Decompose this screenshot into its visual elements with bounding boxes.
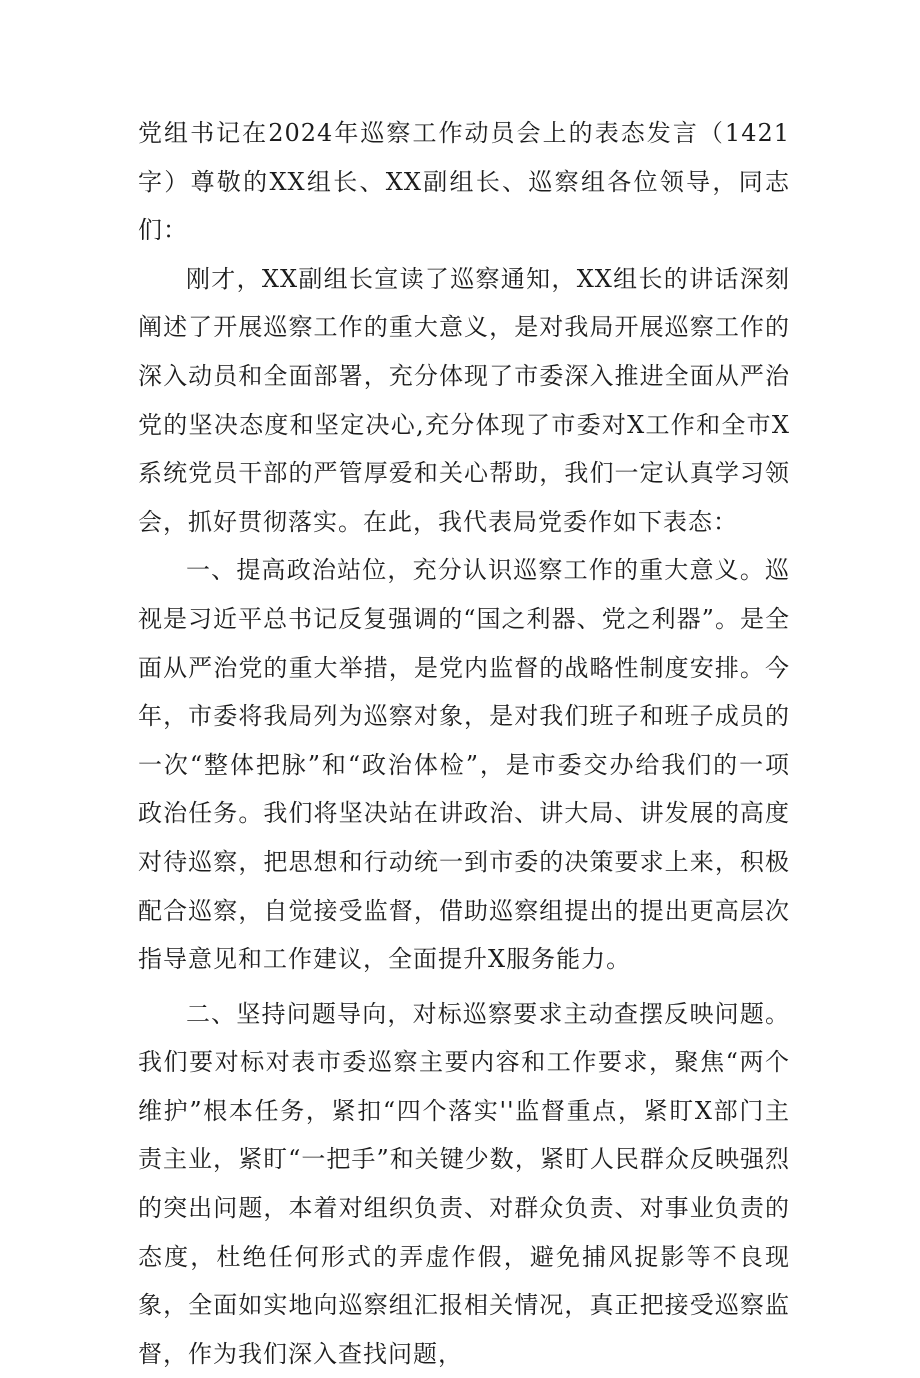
document-title-line: 党组书记在2024年巡察工作动员会上的表态发言（1421字）尊敬的XX组长、XX副组长、巡察组各位领导，同志们： <box>138 119 790 245</box>
document-body <box>138 109 790 1378</box>
paragraph-opening: 刚才，XX副组长宣读了巡察通知，XX组长的讲话深刻阐述了开展巡察工作的重大意义，是对我局开展巡察工作的深入动员和全面部署，充分体现了市委深入推进全面从严治党的坚决态度和坚定决心,充分体现了市委对X工作和全市X系统党员干部的严管厚爱和关心帮助，我们一定认真学习领会，抓好贯彻落实。在此，我代表局党委作如下表态： <box>138 264 790 536</box>
paragraph-section-two: 二、坚持问题导向，对标巡察要求主动查摆反映问题。我们要对标对表市委巡察主要内容和工作要求，聚焦“两个维护”根本任务，紧扣“四个落实''监督重点，紧盯X部门主责主业，紧盯“一把手”和关键少数，紧盯人民群众反映强烈的突出问题，本着对组织负责、对群众负责、对事业负责的态度，杜绝任何形式的弄虚作假，避免捕风捉影等不良现象，全面如实地向巡察组汇报相关情况，真正把接受巡察监督，作为我们深入查找问题， <box>138 999 790 1368</box>
paragraph-section-one: 一、提高政治站位，充分认识巡察工作的重大意义。巡视是习近平总书记反复强调的“国之利器、党之利器”。是全面从严治党的重大举措，是党内监督的战略性制度安排。今年，市委将我局列为巡察对象，是对我们班子和班子成员的一次“整体把脉”和“政治体检”，是市委交办给我们的一项政治任务。我们将坚决站在讲政治、讲大局、讲发展的高度对待巡察，把思想和行动统一到市委的决策要求上来，积极配合巡察，自觉接受监督，借助巡察组提出的提出更高层次指导意见和工作建议，全面提升X服务能力。 <box>138 556 790 974</box>
